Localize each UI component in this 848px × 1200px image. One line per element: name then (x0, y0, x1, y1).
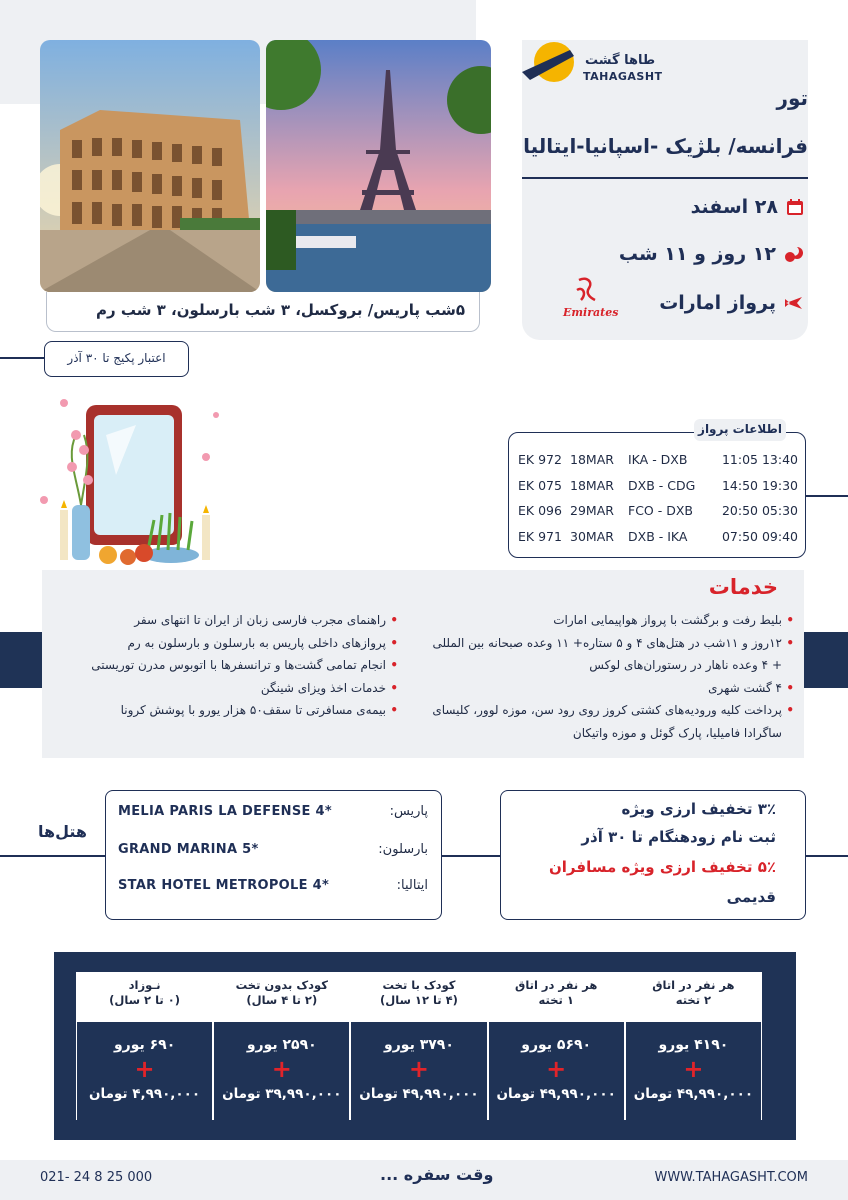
flight-code: EK 075 (518, 478, 562, 493)
moon-sun-icon (784, 245, 804, 263)
discount-line: ۵٪ تخفیف ارزی ویژه مسافران (548, 858, 776, 876)
brand-name-fa: طاها گشت (585, 53, 656, 68)
flight-times: 20:50 05:30 (721, 503, 798, 518)
price-header (350, 972, 487, 1022)
emirates-logo-icon (575, 276, 597, 304)
service-item: • ۱۲روز و ۱۱شب در هتل‌های ۴ و ۵ ستاره+ ۱۱ وعده صبحانه بین المللی (422, 632, 794, 655)
price-header-line: نـوزاد (128, 978, 161, 992)
price-header-line: (۲ تا ۴ سال) (246, 993, 318, 1007)
price-header-line: ۱ تخته (538, 993, 574, 1007)
price-toman: ۴۹,۹۹۰,۰۰۰ تومان (359, 1086, 479, 1102)
flight-code: EK 972 (518, 452, 562, 467)
hotel-row (118, 878, 428, 893)
price-toman: ۴۹,۹۹۰,۰۰۰ تومان (496, 1086, 616, 1102)
flight-times: 14:50 19:30 (721, 478, 798, 493)
price-col-child-nobed (213, 972, 350, 1120)
tour-label: تور (776, 86, 808, 110)
divider-line (0, 855, 105, 857)
flight-date: 18MAR (570, 478, 614, 493)
service-item: • انجام تمامی گشت‌ها و ترانسفرها با اتوبوس مدرن توریستی (52, 654, 398, 677)
price-header (213, 972, 350, 1022)
divider-line (0, 357, 44, 359)
price-header-line: (۰ تا ۲ سال) (109, 993, 181, 1007)
hotel-city: بارسلون: (378, 842, 428, 857)
price-header (76, 972, 213, 1022)
service-item: + ۴ وعده ناهار در رستوران‌های لوکس (589, 658, 782, 672)
price-cell (489, 1022, 624, 1120)
eiffel-photo (266, 40, 491, 292)
services-list-right (422, 609, 794, 744)
price-toman: ۳۹,۹۹۰,۰۰۰ تومان (222, 1086, 342, 1102)
service-item: • پروازهای داخلی پاریس به بارسلون و بارسلون به رم (52, 632, 398, 655)
plus-icon: + (134, 1055, 155, 1083)
flight-row-3 (518, 503, 798, 518)
validity-badge: اعتبار پکیج تا ۳۰ آذر (44, 341, 189, 377)
brand-name-en: TAHAGASHT (583, 70, 663, 83)
flight-date: 30MAR (570, 529, 614, 544)
price-header-line: هر نفر در اتاق (515, 978, 598, 992)
duration-row (619, 243, 804, 265)
price-euro: ۲۵۹۰ یورو (246, 1037, 317, 1053)
flight-row-2 (518, 478, 798, 493)
flight-info-title: اطلاعات پرواز (694, 419, 786, 441)
flight-times: 07:50 09:40 (721, 529, 798, 544)
discount-line: ۳٪ تخفیف ارزی ویژه (621, 800, 776, 818)
hotels-title: هتل‌ها (38, 822, 88, 841)
plus-icon: + (408, 1055, 430, 1083)
price-euro: ۶۹۰ یورو (113, 1037, 176, 1053)
service-item: • پرداخت کلیه ورودیه‌های کشتی کروز روی رود سن، موزه لوور، کلیسای (422, 699, 794, 722)
airplane-icon (784, 294, 804, 312)
service-item: • خدمات اخذ ویزای شینگن (52, 677, 398, 700)
flight-route: FCO - DXB (628, 503, 693, 518)
price-header-line: کودک بدون تخت (235, 978, 328, 992)
hotel-name: STAR HOTEL METROPOLE 4* (118, 878, 330, 893)
footer-website[interactable]: WWW.TAHAGASHT.COM (654, 1170, 808, 1185)
tour-destinations: فرانسه/ بلژیک -اسپانیا-ایتالیا (523, 134, 808, 158)
price-col-double (625, 972, 762, 1120)
flight-date: 29MAR (570, 503, 614, 518)
flight-code: EK 096 (518, 503, 562, 518)
hotel-city: ایتالیا: (396, 878, 428, 893)
nights-breakdown: ۵شب پاریس/ بروکسل، ۳ شب بارسلون، ۳ شب رم (46, 292, 480, 332)
date-row (691, 196, 804, 218)
price-header-line: هر نفر در اتاق (652, 978, 735, 992)
colosseum-photo (40, 40, 260, 292)
price-euro: ۳۷۹۰ یورو (384, 1037, 454, 1053)
price-header-line: (۴ تا ۱۲ سال) (380, 993, 458, 1007)
footer-phone[interactable]: 021- 24 8 25 000 (40, 1170, 153, 1185)
footer-slogan: وقت سفره ... (380, 1165, 494, 1184)
tour-flight: پرواز امارات (659, 292, 776, 314)
discount-line: ثبت نام زودهنگام تا ۳۰ آذر (581, 828, 776, 846)
price-euro: ۴۱۹۰ یورو (658, 1037, 729, 1053)
flight-times: 11:05 13:40 (721, 452, 798, 467)
service-item: ساگرادا فامیلیا، پارک گوئل و موزه واتیکان (572, 725, 782, 740)
calendar-icon (786, 198, 804, 216)
brand-logo-icon (522, 40, 582, 88)
price-header-line: کودک با تخت (382, 978, 456, 992)
discount-line: قدیمی (726, 888, 776, 906)
price-cell (77, 1022, 212, 1120)
services-title: خدمات (708, 575, 778, 599)
price-cell (626, 1022, 761, 1120)
price-header (625, 972, 762, 1022)
hotel-name: MELIA PARIS LA DEFENSE 4* (118, 804, 332, 819)
hotel-name: GRAND MARINA 5* (118, 842, 259, 857)
hotel-row (118, 804, 428, 819)
price-col-infant (76, 972, 213, 1120)
price-euro: ۵۶۹۰ یورو (521, 1037, 592, 1053)
price-cell (214, 1022, 349, 1120)
price-header (488, 972, 625, 1022)
price-cell (351, 1022, 486, 1120)
service-item: • بیمه‌ی مسافرتی تا سقف۵۰ هزار یورو با پوشش کرونا (52, 699, 398, 722)
flight-route: IKA - DXB (628, 452, 688, 467)
price-col-child-bed (350, 972, 487, 1120)
plus-icon: + (271, 1055, 292, 1083)
flight-code: EK 971 (518, 529, 562, 544)
price-toman: ۴,۹۹۰,۰۰۰ تومان (89, 1086, 201, 1102)
plus-icon: + (683, 1055, 704, 1083)
price-header-line: ۲ تخته (675, 993, 712, 1007)
flight-date: 18MAR (570, 452, 614, 467)
price-toman: ۴۹,۹۹۰,۰۰۰ تومان (633, 1086, 754, 1102)
flight-row-1 (518, 452, 798, 467)
service-item: • ۴ گشت شهری (422, 677, 794, 700)
service-item: • راهنمای مجرب فارسی زبان از ایران تا انتهای سفر (52, 609, 398, 632)
emirates-logo: Emirates (563, 306, 619, 319)
services-list-left (52, 609, 398, 722)
hotel-city: پاریس: (389, 804, 428, 819)
plus-icon: + (546, 1055, 567, 1083)
hotel-row (118, 842, 428, 857)
service-item: • بلیط رفت و برگشت با پرواز هواپیمایی امارات (422, 609, 794, 632)
haftsin-mirror-illustration (36, 395, 226, 570)
divider-line (442, 855, 500, 857)
divider-line (806, 855, 848, 857)
price-col-single (488, 972, 625, 1120)
flight-row-4 (518, 529, 798, 544)
divider-line (522, 177, 808, 179)
divider-line (806, 495, 848, 497)
tour-duration: ۱۲ روز و ۱۱ شب (618, 243, 776, 265)
tour-date: ۲۸ اسفند (690, 196, 778, 218)
flight-route: DXB - IKA (628, 529, 688, 544)
flight-route: DXB - CDG (628, 478, 696, 493)
flight-row (659, 292, 804, 314)
